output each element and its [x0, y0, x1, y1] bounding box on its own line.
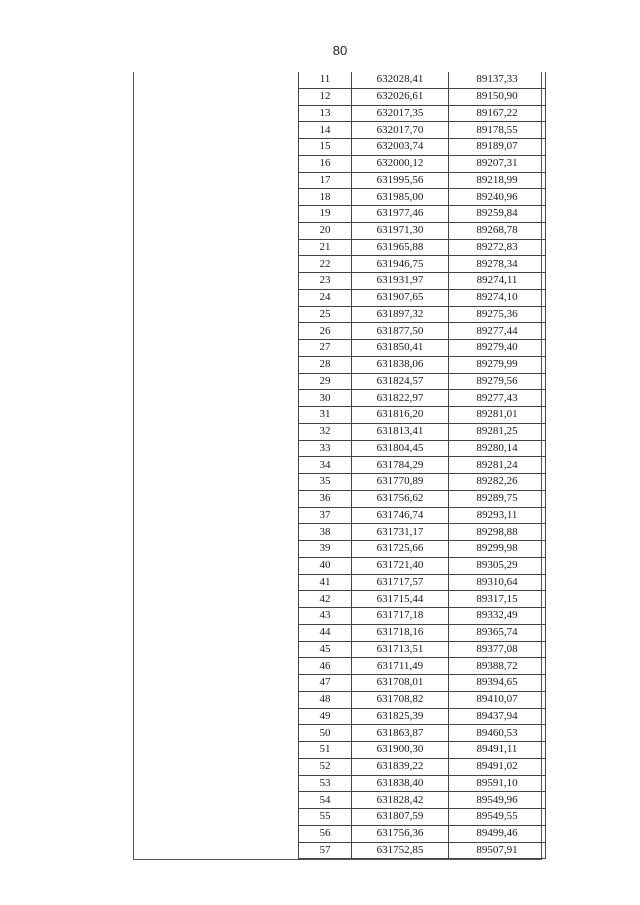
- x-coordinate-cell: 631985,00: [352, 189, 449, 206]
- y-coordinate-cell: 89281,01: [449, 407, 546, 424]
- table-row: [299, 507, 546, 524]
- x-coordinate-cell: 631877,50: [352, 323, 449, 340]
- y-coordinate-cell: 89274,10: [449, 289, 546, 306]
- x-coordinate-cell: 631838,06: [352, 356, 449, 373]
- x-coordinate-cell: 631946,75: [352, 256, 449, 273]
- y-coordinate-cell: 89240,96: [449, 189, 546, 206]
- table-row: [299, 792, 546, 809]
- point-number-cell: 46: [299, 658, 352, 675]
- x-coordinate-cell: 632028,41: [352, 72, 449, 88]
- point-number-cell: 15: [299, 139, 352, 156]
- coordinates-table: [298, 72, 546, 859]
- point-number-cell: 49: [299, 708, 352, 725]
- point-number-cell: 53: [299, 775, 352, 792]
- point-number-cell: 54: [299, 792, 352, 809]
- x-coordinate-cell: 631907,65: [352, 289, 449, 306]
- x-coordinate-cell: 631713,51: [352, 641, 449, 658]
- y-coordinate-cell: 89332,49: [449, 608, 546, 625]
- table-row: [299, 356, 546, 373]
- table-row: [299, 88, 546, 105]
- x-coordinate-cell: 631746,74: [352, 507, 449, 524]
- table-row: [299, 524, 546, 541]
- table-row: [299, 72, 546, 88]
- x-coordinate-cell: 631731,17: [352, 524, 449, 541]
- point-number-cell: 29: [299, 373, 352, 390]
- table-row: [299, 624, 546, 641]
- table-row: [299, 306, 546, 323]
- table-row: [299, 457, 546, 474]
- table-row: [299, 373, 546, 390]
- table-row: [299, 139, 546, 156]
- y-coordinate-cell: 89259,84: [449, 206, 546, 223]
- y-coordinate-cell: 89189,07: [449, 139, 546, 156]
- y-coordinate-cell: 89394,65: [449, 675, 546, 692]
- point-number-cell: 26: [299, 323, 352, 340]
- point-number-cell: 18: [299, 189, 352, 206]
- table-row: [299, 172, 546, 189]
- x-coordinate-cell: 631807,59: [352, 809, 449, 826]
- table-row: [299, 758, 546, 775]
- y-coordinate-cell: 89310,64: [449, 574, 546, 591]
- y-coordinate-cell: 89178,55: [449, 122, 546, 139]
- y-coordinate-cell: 89281,24: [449, 457, 546, 474]
- y-coordinate-cell: 89410,07: [449, 691, 546, 708]
- y-coordinate-cell: 89377,08: [449, 641, 546, 658]
- y-coordinate-cell: 89549,96: [449, 792, 546, 809]
- table-row: [299, 675, 546, 692]
- y-coordinate-cell: 89275,36: [449, 306, 546, 323]
- point-number-cell: 57: [299, 842, 352, 859]
- x-coordinate-cell: 631897,32: [352, 306, 449, 323]
- point-number-cell: 56: [299, 825, 352, 842]
- x-coordinate-cell: 631977,46: [352, 206, 449, 223]
- x-coordinate-cell: 631863,87: [352, 725, 449, 742]
- x-coordinate-cell: 632026,61: [352, 88, 449, 105]
- y-coordinate-cell: 89365,74: [449, 624, 546, 641]
- point-number-cell: 34: [299, 457, 352, 474]
- table-row: [299, 340, 546, 357]
- point-number-cell: 31: [299, 407, 352, 424]
- x-coordinate-cell: 631850,41: [352, 340, 449, 357]
- table-row: [299, 574, 546, 591]
- y-coordinate-cell: 89277,44: [449, 323, 546, 340]
- x-coordinate-cell: 631816,20: [352, 407, 449, 424]
- point-number-cell: 47: [299, 675, 352, 692]
- point-number-cell: 12: [299, 88, 352, 105]
- point-number-cell: 48: [299, 691, 352, 708]
- point-number-cell: 17: [299, 172, 352, 189]
- point-number-cell: 19: [299, 206, 352, 223]
- y-coordinate-cell: 89460,53: [449, 725, 546, 742]
- y-coordinate-cell: 89218,99: [449, 172, 546, 189]
- table-row: [299, 440, 546, 457]
- table-row: [299, 256, 546, 273]
- x-coordinate-cell: 631756,36: [352, 825, 449, 842]
- table-row: [299, 474, 546, 491]
- y-coordinate-cell: 89499,46: [449, 825, 546, 842]
- x-coordinate-cell: 632000,12: [352, 155, 449, 172]
- x-coordinate-cell: 632017,35: [352, 105, 449, 122]
- x-coordinate-cell: 631717,57: [352, 574, 449, 591]
- y-coordinate-cell: 89591,10: [449, 775, 546, 792]
- table-row: [299, 725, 546, 742]
- point-number-cell: 24: [299, 289, 352, 306]
- y-coordinate-cell: 89305,29: [449, 557, 546, 574]
- x-coordinate-cell: 631721,40: [352, 557, 449, 574]
- x-coordinate-cell: 631839,22: [352, 758, 449, 775]
- table-row: [299, 222, 546, 239]
- point-number-cell: 52: [299, 758, 352, 775]
- page-number: 80: [332, 43, 348, 58]
- x-coordinate-cell: 631717,18: [352, 608, 449, 625]
- table-row: [299, 289, 546, 306]
- y-coordinate-cell: 89289,75: [449, 490, 546, 507]
- y-coordinate-cell: 89272,83: [449, 239, 546, 256]
- table-row: [299, 155, 546, 172]
- x-coordinate-cell: 631825,39: [352, 708, 449, 725]
- point-number-cell: 14: [299, 122, 352, 139]
- y-coordinate-cell: 89491,02: [449, 758, 546, 775]
- table-row: [299, 691, 546, 708]
- y-coordinate-cell: 89167,22: [449, 105, 546, 122]
- table-row: [299, 239, 546, 256]
- point-number-cell: 50: [299, 725, 352, 742]
- x-coordinate-cell: 631838,40: [352, 775, 449, 792]
- y-coordinate-cell: 89282,26: [449, 474, 546, 491]
- table-row: [299, 323, 546, 340]
- table-row: [299, 809, 546, 826]
- y-coordinate-cell: 89507,91: [449, 842, 546, 859]
- point-number-cell: 27: [299, 340, 352, 357]
- x-coordinate-cell: 631995,56: [352, 172, 449, 189]
- y-coordinate-cell: 89299,98: [449, 541, 546, 558]
- x-coordinate-cell: 631708,82: [352, 691, 449, 708]
- table-row: [299, 122, 546, 139]
- point-number-cell: 40: [299, 557, 352, 574]
- table-row: [299, 708, 546, 725]
- point-number-cell: 43: [299, 608, 352, 625]
- point-number-cell: 11: [299, 72, 352, 88]
- x-coordinate-cell: 631708,01: [352, 675, 449, 692]
- y-coordinate-cell: 89281,25: [449, 423, 546, 440]
- point-number-cell: 45: [299, 641, 352, 658]
- point-number-cell: 39: [299, 541, 352, 558]
- coordinates-table-body: [299, 72, 546, 859]
- y-coordinate-cell: 89274,11: [449, 273, 546, 290]
- point-number-cell: 55: [299, 809, 352, 826]
- y-coordinate-cell: 89491,11: [449, 742, 546, 759]
- x-coordinate-cell: 631900,30: [352, 742, 449, 759]
- y-coordinate-cell: 89207,31: [449, 155, 546, 172]
- table-row: [299, 390, 546, 407]
- y-coordinate-cell: 89549,55: [449, 809, 546, 826]
- x-coordinate-cell: 632003,74: [352, 139, 449, 156]
- point-number-cell: 36: [299, 490, 352, 507]
- table-row: [299, 273, 546, 290]
- y-coordinate-cell: 89277,43: [449, 390, 546, 407]
- table-row: [299, 775, 546, 792]
- x-coordinate-cell: 631725,66: [352, 541, 449, 558]
- y-coordinate-cell: 89293,11: [449, 507, 546, 524]
- x-coordinate-cell: 631784,29: [352, 457, 449, 474]
- y-coordinate-cell: 89437,94: [449, 708, 546, 725]
- y-coordinate-cell: 89298,88: [449, 524, 546, 541]
- table-row: [299, 206, 546, 223]
- x-coordinate-cell: 631965,88: [352, 239, 449, 256]
- table-row: [299, 591, 546, 608]
- x-coordinate-cell: 631824,57: [352, 373, 449, 390]
- y-coordinate-cell: 89279,40: [449, 340, 546, 357]
- point-number-cell: 37: [299, 507, 352, 524]
- x-coordinate-cell: 631715,44: [352, 591, 449, 608]
- x-coordinate-cell: 631718,16: [352, 624, 449, 641]
- table-row: [299, 423, 546, 440]
- point-number-cell: 42: [299, 591, 352, 608]
- x-coordinate-cell: 631711,49: [352, 658, 449, 675]
- table-row: [299, 490, 546, 507]
- point-number-cell: 23: [299, 273, 352, 290]
- table-row: [299, 842, 546, 859]
- x-coordinate-cell: 631804,45: [352, 440, 449, 457]
- point-number-cell: 32: [299, 423, 352, 440]
- y-coordinate-cell: 89280,14: [449, 440, 546, 457]
- y-coordinate-cell: 89137,33: [449, 72, 546, 88]
- table-row: [299, 825, 546, 842]
- y-coordinate-cell: 89317,15: [449, 591, 546, 608]
- point-number-cell: 20: [299, 222, 352, 239]
- y-coordinate-cell: 89278,34: [449, 256, 546, 273]
- point-number-cell: 41: [299, 574, 352, 591]
- x-coordinate-cell: 631828,42: [352, 792, 449, 809]
- y-coordinate-cell: 89388,72: [449, 658, 546, 675]
- x-coordinate-cell: 631971,30: [352, 222, 449, 239]
- y-coordinate-cell: 89279,99: [449, 356, 546, 373]
- x-coordinate-cell: 631770,89: [352, 474, 449, 491]
- x-coordinate-cell: 631813,41: [352, 423, 449, 440]
- x-coordinate-cell: 631756,62: [352, 490, 449, 507]
- y-coordinate-cell: 89279,56: [449, 373, 546, 390]
- point-number-cell: 21: [299, 239, 352, 256]
- x-coordinate-cell: 632017,70: [352, 122, 449, 139]
- table-row: [299, 189, 546, 206]
- point-number-cell: 35: [299, 474, 352, 491]
- point-number-cell: 13: [299, 105, 352, 122]
- table-row: [299, 742, 546, 759]
- point-number-cell: 30: [299, 390, 352, 407]
- point-number-cell: 25: [299, 306, 352, 323]
- point-number-cell: 16: [299, 155, 352, 172]
- table-row: [299, 557, 546, 574]
- y-coordinate-cell: 89150,90: [449, 88, 546, 105]
- table-row: [299, 541, 546, 558]
- point-number-cell: 33: [299, 440, 352, 457]
- point-number-cell: 51: [299, 742, 352, 759]
- point-number-cell: 22: [299, 256, 352, 273]
- table-row: [299, 608, 546, 625]
- table-row: [299, 641, 546, 658]
- point-number-cell: 38: [299, 524, 352, 541]
- x-coordinate-cell: 631822,97: [352, 390, 449, 407]
- table-row: [299, 407, 546, 424]
- x-coordinate-cell: 631752,85: [352, 842, 449, 859]
- point-number-cell: 28: [299, 356, 352, 373]
- x-coordinate-cell: 631931,97: [352, 273, 449, 290]
- point-number-cell: 44: [299, 624, 352, 641]
- y-coordinate-cell: 89268,78: [449, 222, 546, 239]
- table-row: [299, 658, 546, 675]
- table-row: [299, 105, 546, 122]
